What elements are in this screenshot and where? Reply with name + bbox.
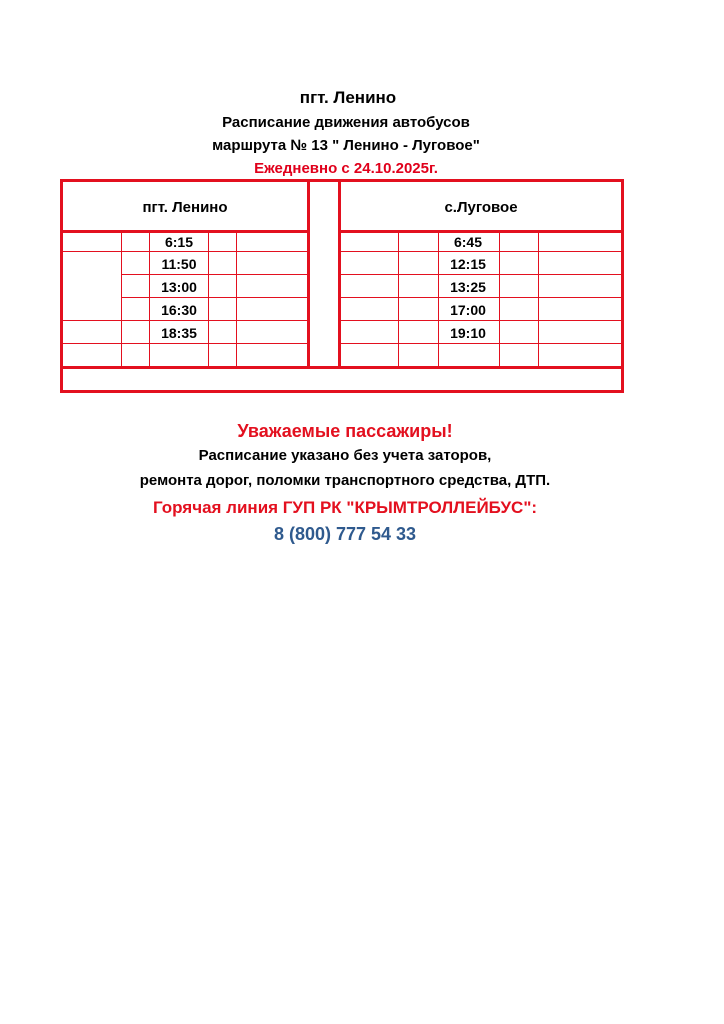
- left-stop-header: пгт. Ленино: [142, 199, 228, 216]
- grid-line: [341, 274, 621, 275]
- right-time-3: 13:25: [450, 279, 486, 295]
- grid-line: [341, 343, 621, 344]
- grid-line: [208, 233, 209, 366]
- grid-line: [538, 233, 539, 366]
- left-time-2: 11:50: [161, 256, 197, 272]
- left-header-divider: [60, 230, 310, 233]
- grid-line: [121, 274, 307, 275]
- right-stop-header: с.Луговое: [444, 199, 518, 216]
- grid-line: [341, 251, 621, 252]
- validity-date: Ежедневно с 24.10.2025г.: [254, 160, 438, 177]
- grid-line: [236, 233, 237, 366]
- grid-line: [149, 233, 150, 366]
- notice-title: Уважаемые пассажиры!: [237, 421, 453, 441]
- notice-line-1: Расписание указано без учета заторов,: [198, 447, 492, 464]
- grid-line: [341, 320, 621, 321]
- left-time-1: 6:15: [164, 234, 194, 250]
- grid-line: [121, 297, 307, 298]
- grid-line: [63, 343, 307, 344]
- right-time-4: 17:00: [450, 302, 486, 318]
- hotline-label: Горячая линия ГУП РК "КРЫМТРОЛЛЕЙБУС":: [152, 498, 538, 517]
- route-title: маршрута № 13 " Ленино - Луговое": [212, 137, 480, 154]
- grid-line: [63, 251, 307, 252]
- right-time-2: 12:15: [450, 256, 486, 272]
- notice-line-2: ремонта дорог, поломки транспортного средства, ДТП.: [139, 472, 551, 489]
- schedule-title: Расписание движения автобусов: [222, 114, 470, 131]
- left-time-5: 18:35: [161, 325, 197, 341]
- right-header-divider: [338, 230, 624, 233]
- table-footer-row: [60, 366, 624, 393]
- right-time-1: 6:45: [453, 234, 483, 250]
- hotline-phone: 8 (800) 777 54 33: [273, 524, 417, 544]
- place-heading: пгт. Ленино: [299, 88, 397, 107]
- grid-line: [341, 297, 621, 298]
- grid-line: [398, 233, 399, 366]
- left-time-3: 13:00: [161, 279, 197, 295]
- grid-line: [438, 233, 439, 366]
- grid-line: [63, 320, 307, 321]
- grid-line: [121, 233, 122, 366]
- left-time-4: 16:30: [161, 302, 197, 318]
- right-time-5: 19:10: [450, 325, 486, 341]
- grid-line: [499, 233, 500, 366]
